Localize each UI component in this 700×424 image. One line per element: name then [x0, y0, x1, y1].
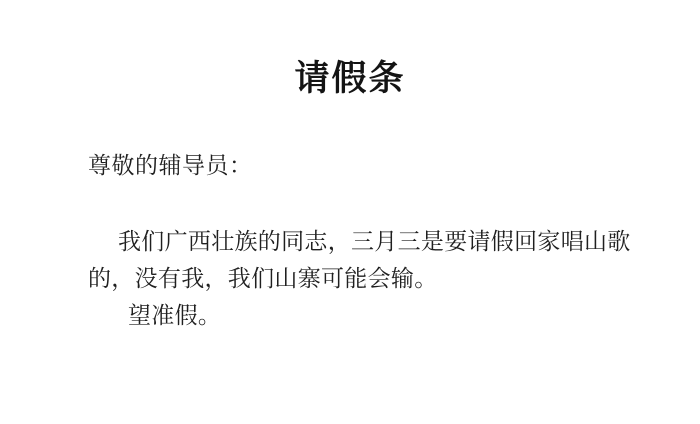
body-line: 的，没有我，我们山寨可能会输。 — [88, 265, 438, 291]
body-line: 望准假。 — [128, 302, 222, 328]
note-body — [88, 223, 640, 334]
salutation: 尊敬的辅导员： — [88, 152, 253, 178]
body-line: 我们广西壮族的同志，三月三是要请假回家唱山歌 — [118, 228, 631, 254]
note-title: 请假条 — [294, 59, 406, 98]
